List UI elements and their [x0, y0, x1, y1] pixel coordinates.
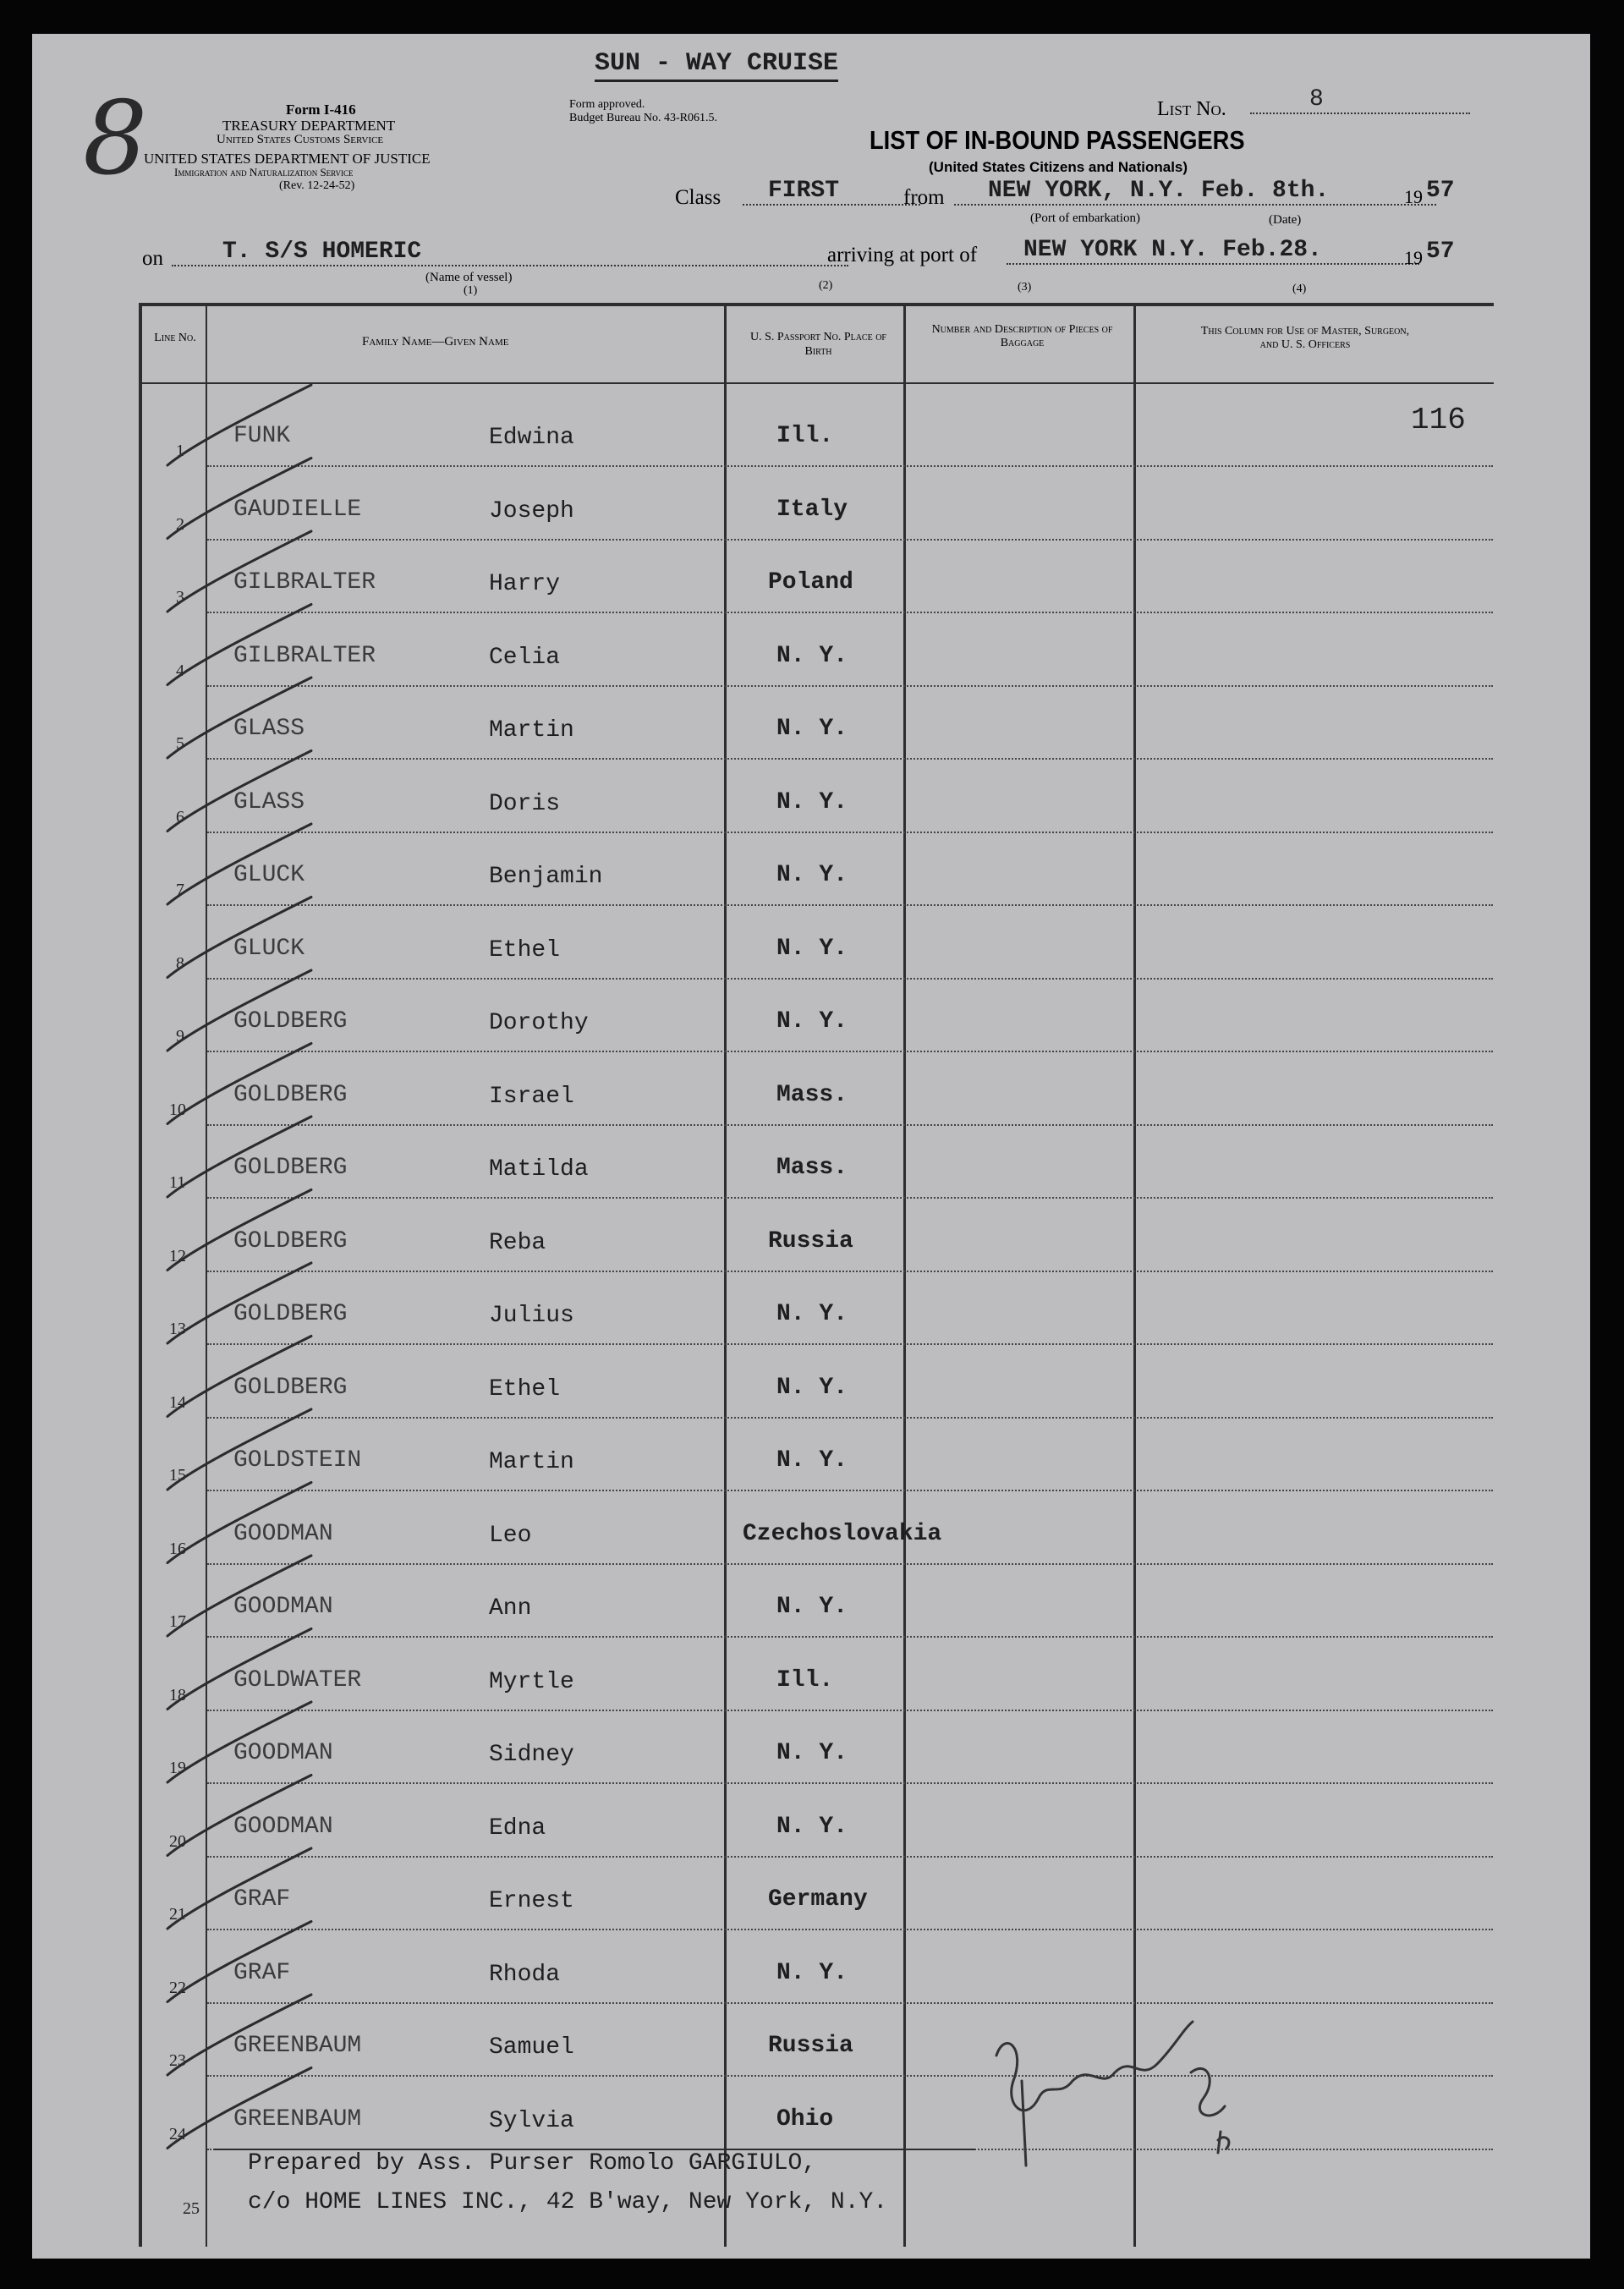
check-mark — [167, 605, 311, 685]
check-mark — [167, 824, 311, 904]
given-name: Martin — [489, 717, 574, 744]
check-mark — [167, 1776, 311, 1856]
place-of-birth: Russia — [768, 1227, 853, 1254]
line-number: 1 — [176, 442, 184, 460]
given-name: Harry — [489, 571, 561, 597]
vessel-caption: (Name of vessel) — [425, 271, 513, 284]
place-of-birth: N. Y. — [776, 1374, 848, 1401]
given-name: Ann — [489, 1595, 532, 1622]
given-name: Edna — [489, 1814, 546, 1842]
line-number: 22 — [169, 1978, 186, 1997]
prepared-by: Prepared by Ass. Purser Romolo GARGIULO, — [248, 2150, 817, 2176]
col2-num: (2) — [819, 279, 833, 292]
line-number: 18 — [169, 1685, 186, 1704]
check-mark — [167, 1995, 311, 2075]
check-mark — [167, 678, 311, 758]
handwritten-check-marks — [32, 34, 1590, 2259]
family-name: GRAF — [233, 1959, 291, 1986]
check-mark — [167, 1409, 311, 1490]
check-mark — [167, 458, 311, 539]
on-label: on — [142, 247, 163, 270]
check-mark — [167, 1702, 311, 1782]
line-number: 9 — [176, 1027, 184, 1046]
page-subtitle: (United States Citizens and Nationals) — [929, 159, 1188, 175]
inspector-signature — [996, 2022, 1229, 2165]
given-name: Dorothy — [489, 1010, 589, 1036]
budget-bureau: Budget Bureau No. 43-R061.5. — [569, 112, 717, 124]
family-name: GLUCK — [233, 862, 305, 888]
vessel-col-num: (1) — [464, 284, 478, 297]
place-of-birth: N. Y. — [776, 1447, 848, 1474]
col-header-passport: U. S. Passport No. Place of Birth — [750, 331, 886, 358]
line-number: 8 — [176, 953, 184, 973]
family-name: GLUCK — [233, 935, 305, 962]
family-name: GRAF — [233, 1886, 291, 1913]
given-name: Benjamin — [489, 864, 603, 890]
check-mark — [167, 1629, 311, 1710]
family-name: GOLDBERG — [233, 1008, 348, 1035]
family-name: GOLDBERG — [233, 1301, 348, 1327]
line-number: 3 — [176, 588, 184, 607]
family-name: GOODMAN — [233, 1594, 333, 1620]
page-number: 116 — [1411, 403, 1466, 437]
purser-address: c/o HOME LINES INC., 42 B'way, New York, N.Y. — [248, 2189, 888, 2215]
family-name: GLASS — [233, 716, 305, 742]
year-suffix-2: 57 — [1426, 239, 1455, 265]
given-name: Ethel — [489, 936, 561, 963]
check-mark — [167, 1337, 311, 1417]
line-number: 19 — [169, 1759, 186, 1777]
given-name: Ernest — [489, 1888, 574, 1914]
place-of-birth: N. Y. — [776, 1959, 848, 1986]
place-of-birth: N. Y. — [776, 1740, 848, 1766]
col-header-baggage: Number and Description of Pieces of Baggage — [931, 323, 1113, 349]
given-name: Julius — [489, 1303, 574, 1329]
place-of-birth: Ill. — [776, 423, 834, 449]
place-of-birth: Poland — [768, 569, 853, 596]
check-mark — [167, 1556, 311, 1636]
list-no-value: 8 — [1250, 86, 1470, 114]
given-name: Rhoda — [489, 1961, 561, 1988]
given-name: Reba — [489, 1229, 546, 1256]
family-name: GOODMAN — [233, 1740, 333, 1766]
family-name: GREENBAUM — [233, 2105, 362, 2133]
given-name: Leo — [489, 1522, 532, 1549]
line-number: 14 — [169, 1392, 186, 1412]
line-number: 24 — [169, 2124, 186, 2144]
ins-label: Immigration and Naturalization Service — [174, 166, 354, 178]
place-of-birth: Czechoslovakia — [743, 1520, 942, 1547]
family-name: GOODMAN — [233, 1520, 333, 1547]
line-number: 13 — [169, 1320, 186, 1338]
list-no-label: List No. — [1157, 98, 1226, 120]
place-of-birth: Germany — [768, 1886, 868, 1913]
given-name: Matilda — [489, 1156, 589, 1183]
given-name: Martin — [489, 1449, 574, 1475]
place-of-birth: N. Y. — [776, 1594, 848, 1620]
treasury-label: TREASURY DEPARTMENT — [222, 118, 396, 134]
family-name: GOODMAN — [233, 1813, 333, 1840]
col-header-name: Family Name—Given Name — [362, 335, 509, 349]
line-number: 20 — [169, 1831, 186, 1851]
family-name: GOLDBERG — [233, 1374, 348, 1401]
line-number: 25 — [183, 2199, 200, 2218]
family-name: GOLDSTEIN — [233, 1447, 362, 1474]
family-name: GILBRALTER — [233, 642, 376, 669]
line-number: 23 — [169, 2051, 186, 2070]
family-name: GILBRALTER — [233, 569, 376, 596]
place-of-birth: Mass. — [776, 1081, 848, 1108]
place-of-birth: N. Y. — [776, 935, 848, 962]
port-embarkation-caption: (Port of embarkation) — [1030, 211, 1140, 225]
form-approved: Form approved. — [569, 98, 645, 111]
customs-label: United States Customs Service — [217, 133, 384, 146]
vessel-value: T. S/S HOMERIC — [172, 239, 848, 266]
line-number: 17 — [169, 1612, 186, 1631]
family-name: GAUDIELLE — [233, 496, 362, 523]
check-mark — [167, 1263, 311, 1343]
given-name: Samuel — [489, 2034, 574, 2061]
place-of-birth: Ohio — [776, 2105, 834, 2133]
year-prefix-2: 19 — [1404, 247, 1423, 268]
revision-label: (Rev. 12-24-52) — [279, 179, 355, 192]
place-of-birth: Italy — [776, 496, 848, 523]
given-name: Ethel — [489, 1375, 561, 1402]
form-number: Form I-416 — [286, 102, 356, 118]
col3-num: (3) — [1018, 281, 1032, 294]
given-name: Doris — [489, 790, 561, 817]
family-name: GLASS — [233, 788, 305, 815]
family-name: GOLDBERG — [233, 1081, 348, 1108]
check-mark — [167, 1190, 311, 1271]
family-name: GREENBAUM — [233, 2033, 362, 2059]
place-of-birth: Ill. — [776, 1666, 834, 1693]
arriving-value: NEW YORK N.Y. Feb.28. — [1007, 237, 1419, 265]
check-mark — [167, 1117, 311, 1197]
given-name: Sidney — [489, 1742, 574, 1768]
place-of-birth: Russia — [768, 2033, 853, 2059]
check-mark — [167, 897, 311, 978]
line-number: 6 — [176, 807, 184, 826]
line-number: 12 — [169, 1246, 186, 1265]
col4-num: (4) — [1292, 283, 1307, 295]
col-header-officers: This Column for Use of Master, Surgeon, and U. S. Officers — [1200, 325, 1410, 351]
check-mark — [167, 1044, 311, 1124]
check-mark — [167, 385, 311, 465]
justice-label: UNITED STATES DEPARTMENT OF JUSTICE — [144, 151, 431, 167]
place-of-birth: N. Y. — [776, 862, 848, 888]
line-number: 7 — [176, 881, 184, 899]
margin-mark: 8 — [83, 80, 148, 198]
class-label: Class — [675, 186, 721, 209]
family-name: GOLDWATER — [233, 1666, 362, 1693]
line-number: 15 — [169, 1466, 186, 1485]
check-mark — [167, 2068, 311, 2149]
place-of-birth: N. Y. — [776, 642, 848, 669]
page-title: LIST OF IN-BOUND PASSENGERS — [870, 125, 1245, 155]
given-name: Israel — [489, 1083, 574, 1110]
place-of-birth: N. Y. — [776, 1301, 848, 1327]
family-name: FUNK — [233, 423, 291, 449]
place-of-birth: N. Y. — [776, 1008, 848, 1035]
line-number: 5 — [176, 734, 184, 753]
line-number: 11 — [169, 1173, 186, 1192]
year-prefix-1: 19 — [1404, 186, 1423, 207]
line-number: 16 — [169, 1539, 186, 1558]
col-header-line-no: Line No. — [154, 332, 196, 344]
place-of-birth: N. Y. — [776, 716, 848, 742]
from-value: NEW YORK, N.Y. Feb. 8th. — [954, 178, 1436, 206]
from-label: from — [903, 186, 945, 209]
check-mark — [167, 1483, 311, 1563]
arriving-label: arriving at port of — [827, 244, 978, 266]
check-mark — [167, 1922, 311, 2002]
line-number: 21 — [169, 1905, 186, 1924]
line-number: 4 — [176, 661, 184, 680]
cruise-title: SUN - WAY CRUISE — [595, 49, 838, 82]
date-caption: (Date) — [1269, 213, 1302, 227]
given-name: Celia — [489, 644, 561, 671]
check-mark — [167, 751, 311, 832]
place-of-birth: N. Y. — [776, 1813, 848, 1840]
given-name: Edwina — [489, 425, 574, 451]
line-number: 2 — [176, 514, 184, 534]
given-name: Joseph — [489, 497, 574, 524]
check-mark — [167, 1848, 311, 1929]
given-name: Sylvia — [489, 2107, 574, 2134]
check-mark — [167, 970, 311, 1051]
place-of-birth: Mass. — [776, 1155, 848, 1181]
given-name: Myrtle — [489, 1668, 574, 1695]
family-name: GOLDBERG — [233, 1155, 348, 1181]
line-number: 10 — [169, 1100, 186, 1119]
year-suffix-1: 57 — [1426, 178, 1455, 204]
place-of-birth: N. Y. — [776, 788, 848, 815]
family-name: GOLDBERG — [233, 1227, 348, 1254]
check-mark — [167, 531, 311, 612]
class-value: FIRST — [743, 178, 920, 206]
manifest-page — [32, 34, 1590, 2259]
